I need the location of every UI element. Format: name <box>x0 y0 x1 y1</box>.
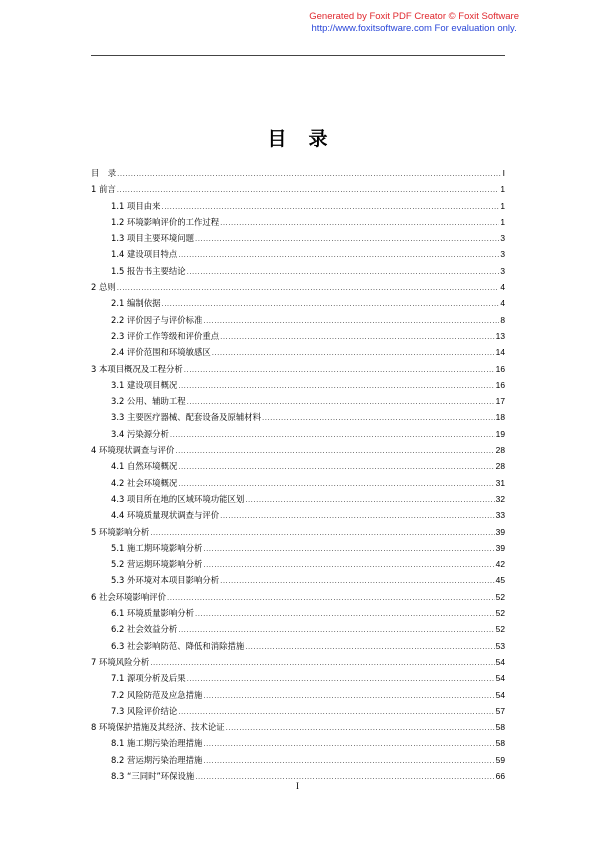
toc-dot-leader <box>178 459 494 475</box>
toc-dot-leader <box>178 704 494 720</box>
toc-entry[interactable] <box>91 263 505 279</box>
toc-dot-leader <box>245 639 494 655</box>
toc-entry[interactable] <box>91 181 505 197</box>
toc-dot-leader <box>245 492 494 508</box>
toc-dot-leader <box>178 476 494 492</box>
toc-dot-leader <box>220 573 495 589</box>
toc-entry-page: 42 <box>495 559 505 570</box>
toc-dot-leader <box>150 525 494 541</box>
toc-entry[interactable] <box>91 507 505 523</box>
toc-entry-label: 目 录 <box>91 168 117 178</box>
toc-entry[interactable] <box>91 654 505 670</box>
footer-page-number: I <box>296 781 299 791</box>
toc-dot-leader <box>220 329 495 345</box>
toc-entry-page: 14 <box>495 347 505 358</box>
toc-dot-leader <box>203 541 494 557</box>
toc-entry-page: 19 <box>495 428 505 439</box>
toc-entry[interactable] <box>91 524 505 540</box>
toc-entry-label: 7.2 风险防范及应急措施 <box>111 689 203 700</box>
toc-entry-label: 1.2 环境影响评价的工作过程 <box>111 216 220 227</box>
toc-entry[interactable] <box>91 344 505 360</box>
toc-entry[interactable] <box>91 328 505 344</box>
toc-dot-leader <box>187 671 495 687</box>
toc-entry-page: 52 <box>495 608 505 619</box>
toc-entry-page: 18 <box>495 412 505 423</box>
toc-dot-leader <box>117 166 502 182</box>
toc-entry-page: 59 <box>495 754 505 765</box>
toc-entry-label: 7.1 源项分析及后果 <box>111 673 186 684</box>
toc-entry-page: 53 <box>495 640 505 651</box>
toc-dot-leader <box>203 736 494 752</box>
toc-dot-leader <box>150 655 494 671</box>
toc-entry[interactable] <box>91 198 505 214</box>
toc-dot-leader <box>167 590 495 606</box>
toc-entry-label: 4.1 自然环境概况 <box>111 461 178 472</box>
toc-entry-label: 3.2 公用、辅助工程 <box>111 396 186 407</box>
toc-entry[interactable] <box>91 589 505 605</box>
toc-dot-leader <box>161 296 499 312</box>
toc-entry[interactable] <box>91 214 505 230</box>
toc-dot-leader <box>195 606 495 622</box>
toc-entry-label: 2.3 评价工作等级和评价重点 <box>111 330 220 341</box>
toc-dot-leader <box>203 753 494 769</box>
toc-dot-leader <box>161 199 499 215</box>
toc-entry-page: 58 <box>495 722 505 733</box>
toc-entry[interactable] <box>91 491 505 507</box>
toc-entry-page: 28 <box>495 445 505 456</box>
toc-dot-leader <box>170 427 495 443</box>
toc-entry-label: 4 环境现状调查与评价 <box>91 445 175 456</box>
toc-entry-page: 4 <box>500 282 505 293</box>
table-of-contents <box>91 165 505 784</box>
toc-dot-leader <box>203 313 499 329</box>
toc-dot-leader <box>203 557 494 573</box>
toc-entry-label: 5.3 外环境对本项目影响分析 <box>111 575 220 586</box>
toc-entry[interactable] <box>91 687 505 703</box>
toc-dot-leader <box>212 345 495 361</box>
toc-entry-page: 31 <box>495 477 505 488</box>
toc-entry[interactable] <box>91 458 505 474</box>
toc-entry[interactable] <box>91 409 505 425</box>
toc-entry[interactable] <box>91 393 505 409</box>
toc-entry[interactable] <box>91 475 505 491</box>
toc-dot-leader <box>117 182 500 198</box>
toc-dot-leader <box>220 215 499 231</box>
toc-entry-page: 33 <box>495 510 505 521</box>
toc-entry[interactable] <box>91 230 505 246</box>
toc-entry-label: 3.1 建设项目概况 <box>111 379 178 390</box>
toc-dot-leader <box>184 362 495 378</box>
toc-entry[interactable] <box>91 752 505 768</box>
toc-entry-page: 1 <box>500 200 505 211</box>
toc-entry-page: 8 <box>500 314 505 325</box>
toc-entry-label: 2.1 编制依据 <box>111 298 161 309</box>
toc-entry-page: 16 <box>495 363 505 374</box>
toc-entry-page: 39 <box>495 542 505 553</box>
toc-entry[interactable] <box>91 426 505 442</box>
toc-entry-label: 5.1 施工期环境影响分析 <box>111 542 203 553</box>
toc-entry-label: 5.2 营运期环境影响分析 <box>111 559 203 570</box>
toc-dot-leader <box>178 247 499 263</box>
toc-dot-leader <box>175 443 494 459</box>
toc-entry-page: 45 <box>495 575 505 586</box>
toc-entry[interactable] <box>91 295 505 311</box>
toc-dot-leader <box>195 231 499 247</box>
toc-dot-leader <box>187 394 495 410</box>
toc-entry[interactable] <box>91 279 505 295</box>
toc-entry-page: 52 <box>495 591 505 602</box>
toc-entry-page: 1 <box>500 184 505 195</box>
toc-dot-leader <box>187 264 500 280</box>
toc-entry-page: 3 <box>500 233 505 244</box>
toc-entry-label: 1.1 项目由来 <box>111 200 161 211</box>
watermark-line-1: Generated by Foxit PDF Creator © Foxit Software <box>309 11 519 22</box>
toc-entry-label: 3.3 主要医疗器械、配套设备及原辅材料 <box>111 412 261 423</box>
toc-dot-leader <box>226 720 495 736</box>
toc-entry-page: 1 <box>500 216 505 227</box>
toc-entry-label: 1.4 建设项目特点 <box>111 249 178 260</box>
toc-entry[interactable] <box>91 703 505 719</box>
toc-entry[interactable] <box>91 572 505 588</box>
toc-entry-label: 8.2 营运期污染治理措施 <box>111 754 203 765</box>
toc-entry-page: 28 <box>495 461 505 472</box>
toc-entry-label: 3 本项目概况及工程分析 <box>91 363 183 374</box>
toc-entry-label: 4.3 项目所在地的区域环境功能区划 <box>111 493 245 504</box>
toc-dot-leader <box>178 378 494 394</box>
toc-entry-label: 6 社会环境影响评价 <box>91 591 166 602</box>
toc-entry-page: 4 <box>500 298 505 309</box>
toc-entry-page: 3 <box>500 265 505 276</box>
toc-entry-page: 66 <box>495 770 505 781</box>
toc-entry-label: 4.2 社会环境概况 <box>111 477 178 488</box>
toc-dot-leader <box>220 508 495 524</box>
toc-entry-label: 4.4 环境质量现状调查与评价 <box>111 510 220 521</box>
toc-entry[interactable] <box>91 670 505 686</box>
toc-entry-label: 6.1 环境质量影响分析 <box>111 608 194 619</box>
toc-entry-label: 1.5 报告书主要结论 <box>111 265 186 276</box>
toc-entry-label: 8.1 施工期污染治理措施 <box>111 738 203 749</box>
toc-entry-label: 8.3 “三同时”环保设施 <box>111 770 195 781</box>
toc-dot-leader <box>178 622 494 638</box>
toc-entry-label: 7.3 风险评价结论 <box>111 705 178 716</box>
toc-entry[interactable] <box>91 442 505 458</box>
toc-entry-label: 2.2 评价因子与评价标准 <box>111 314 203 325</box>
toc-entry-label: 5 环境影响分析 <box>91 526 150 537</box>
toc-entry-page: 52 <box>495 624 505 635</box>
toc-entry-label: 3.4 污染源分析 <box>111 428 169 439</box>
toc-entry-label: 1 前言 <box>91 184 116 195</box>
toc-entry-page: 58 <box>495 738 505 749</box>
toc-entry-label: 6.3 社会影响防范、降低和消除措施 <box>111 640 245 651</box>
toc-entry-page: 32 <box>495 493 505 504</box>
toc-entry-page: 57 <box>495 705 505 716</box>
toc-entry-page: 54 <box>495 656 505 667</box>
toc-entry-page: 39 <box>495 526 505 537</box>
toc-entry[interactable] <box>91 735 505 751</box>
toc-dot-leader <box>117 280 500 296</box>
evaluation-watermark <box>309 11 519 34</box>
toc-entry-label: 7 环境风险分析 <box>91 656 150 667</box>
toc-entry-page: 54 <box>495 689 505 700</box>
page-title: 目录 <box>267 128 350 150</box>
toc-entry[interactable] <box>91 621 505 637</box>
toc-dot-leader <box>262 410 495 426</box>
toc-entry-page: 54 <box>495 673 505 684</box>
toc-entry[interactable] <box>91 361 505 377</box>
toc-dot-leader <box>203 688 494 704</box>
watermark-line-2: http://www.foxitsoftware.com For evaluation only. <box>311 22 517 34</box>
toc-entry-page: 13 <box>495 330 505 341</box>
toc-entry[interactable] <box>91 246 505 262</box>
toc-entry[interactable] <box>91 638 505 654</box>
toc-entry-page: I <box>502 168 505 178</box>
toc-entry-label: 2.4 评价范围和环境敏感区 <box>111 347 211 358</box>
toc-entry-label: 6.2 社会效益分析 <box>111 624 178 635</box>
toc-entry[interactable] <box>91 312 505 328</box>
toc-entry-page: 17 <box>495 396 505 407</box>
toc-entry-label: 2 总则 <box>91 282 116 293</box>
header-rule <box>91 55 505 56</box>
toc-entry[interactable] <box>91 605 505 621</box>
toc-entry-page: 16 <box>495 379 505 390</box>
toc-entry[interactable] <box>91 540 505 556</box>
toc-entry[interactable] <box>91 377 505 393</box>
toc-entry[interactable] <box>91 719 505 735</box>
toc-entry-label: 8 环境保护措施及其经济、技术论证 <box>91 722 225 733</box>
toc-entry[interactable] <box>91 556 505 572</box>
toc-entry[interactable] <box>91 165 505 181</box>
toc-entry-page: 3 <box>500 249 505 260</box>
toc-entry-label: 1.3 项目主要环境问题 <box>111 233 194 244</box>
